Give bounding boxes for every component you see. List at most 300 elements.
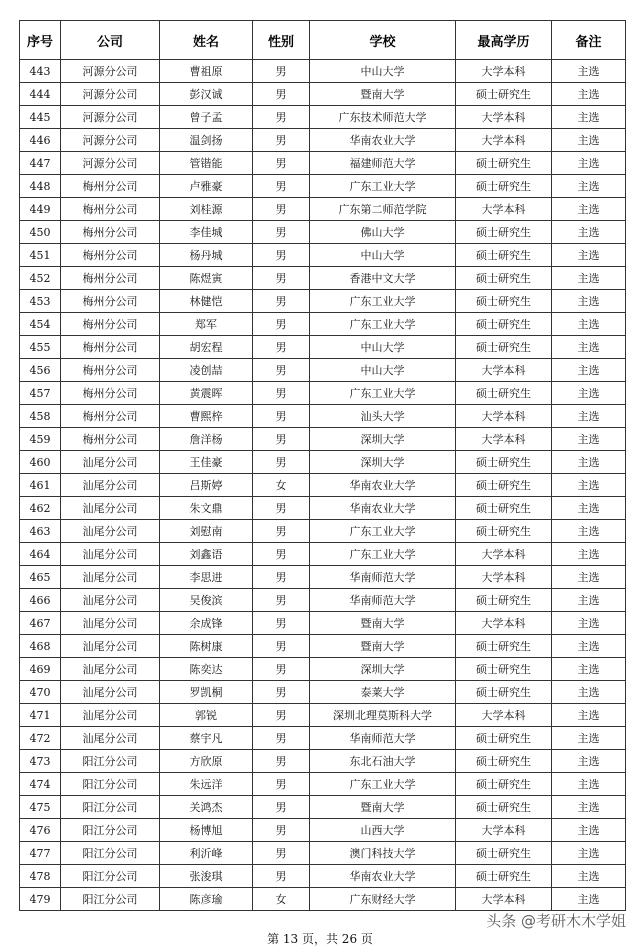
- degree-cell: 大学本科: [456, 129, 552, 152]
- name-cell: 方欣原: [160, 750, 253, 773]
- degree-cell: 硕士研究生: [456, 244, 552, 267]
- company-cell: 阳江分公司: [61, 842, 160, 865]
- gender-cell: 男: [253, 60, 310, 83]
- gender-cell: 男: [253, 589, 310, 612]
- company-cell: 汕尾分公司: [61, 566, 160, 589]
- note-cell: 主选: [552, 635, 626, 658]
- column-header-degree: 最高学历: [456, 21, 552, 60]
- degree-cell: 硕士研究生: [456, 635, 552, 658]
- note-cell: 主选: [552, 612, 626, 635]
- school-cell: 华南农业大学: [310, 865, 456, 888]
- table-row: [20, 681, 626, 704]
- name-cell: 朱文鼎: [160, 497, 253, 520]
- school-cell: 华南师范大学: [310, 727, 456, 750]
- note-cell: 主选: [552, 359, 626, 382]
- index-cell: 469: [20, 658, 61, 681]
- index-cell: 446: [20, 129, 61, 152]
- table-body: [20, 60, 626, 911]
- name-cell: 郭锐: [160, 704, 253, 727]
- candidate-table: [19, 20, 626, 911]
- degree-cell: 硕士研究生: [456, 796, 552, 819]
- note-cell: 主选: [552, 727, 626, 750]
- table-row: [20, 612, 626, 635]
- gender-cell: 男: [253, 244, 310, 267]
- company-cell: 汕尾分公司: [61, 497, 160, 520]
- company-cell: 梅州分公司: [61, 336, 160, 359]
- degree-cell: 大学本科: [456, 359, 552, 382]
- name-cell: 罗凯桐: [160, 681, 253, 704]
- school-cell: 广东工业大学: [310, 313, 456, 336]
- table-row: [20, 474, 626, 497]
- degree-cell: 大学本科: [456, 612, 552, 635]
- gender-cell: 男: [253, 658, 310, 681]
- column-header-company: 公司: [61, 21, 160, 60]
- name-cell: 郑军: [160, 313, 253, 336]
- index-cell: 467: [20, 612, 61, 635]
- table-row: [20, 175, 626, 198]
- index-cell: 462: [20, 497, 61, 520]
- degree-cell: 大学本科: [456, 60, 552, 83]
- company-cell: 汕尾分公司: [61, 520, 160, 543]
- index-cell: 461: [20, 474, 61, 497]
- degree-cell: 硕士研究生: [456, 681, 552, 704]
- index-cell: 444: [20, 83, 61, 106]
- gender-cell: 男: [253, 267, 310, 290]
- school-cell: 华南师范大学: [310, 589, 456, 612]
- header-row: [20, 21, 626, 60]
- table-row: [20, 658, 626, 681]
- table-row: [20, 129, 626, 152]
- index-cell: 475: [20, 796, 61, 819]
- column-header-note: 备注: [552, 21, 626, 60]
- name-cell: 彭汉诚: [160, 83, 253, 106]
- degree-cell: 硕士研究生: [456, 658, 552, 681]
- table-row: [20, 796, 626, 819]
- note-cell: 主选: [552, 290, 626, 313]
- name-cell: 刘慰南: [160, 520, 253, 543]
- gender-cell: 男: [253, 428, 310, 451]
- name-cell: 朱远洋: [160, 773, 253, 796]
- company-cell: 梅州分公司: [61, 244, 160, 267]
- watermark: 头条 @考研木木学姐: [486, 912, 626, 930]
- company-cell: 梅州分公司: [61, 221, 160, 244]
- school-cell: 深圳北理莫斯科大学: [310, 704, 456, 727]
- school-cell: 中山大学: [310, 336, 456, 359]
- company-cell: 阳江分公司: [61, 819, 160, 842]
- index-cell: 460: [20, 451, 61, 474]
- name-cell: 王佳豪: [160, 451, 253, 474]
- note-cell: 主选: [552, 842, 626, 865]
- school-cell: 中山大学: [310, 60, 456, 83]
- index-cell: 464: [20, 543, 61, 566]
- company-cell: 阳江分公司: [61, 750, 160, 773]
- gender-cell: 男: [253, 520, 310, 543]
- table-row: [20, 520, 626, 543]
- school-cell: 东北石油大学: [310, 750, 456, 773]
- name-cell: 凌创喆: [160, 359, 253, 382]
- company-cell: 汕尾分公司: [61, 727, 160, 750]
- degree-cell: 硕士研究生: [456, 451, 552, 474]
- school-cell: 广东工业大学: [310, 175, 456, 198]
- index-cell: 478: [20, 865, 61, 888]
- school-cell: 广东工业大学: [310, 382, 456, 405]
- index-cell: 450: [20, 221, 61, 244]
- name-cell: 李佳城: [160, 221, 253, 244]
- table-row: [20, 83, 626, 106]
- gender-cell: 男: [253, 359, 310, 382]
- index-cell: 451: [20, 244, 61, 267]
- note-cell: 主选: [552, 773, 626, 796]
- gender-cell: 女: [253, 474, 310, 497]
- index-cell: 443: [20, 60, 61, 83]
- degree-cell: 硕士研究生: [456, 865, 552, 888]
- degree-cell: 硕士研究生: [456, 336, 552, 359]
- gender-cell: 男: [253, 175, 310, 198]
- school-cell: 山西大学: [310, 819, 456, 842]
- note-cell: 主选: [552, 474, 626, 497]
- note-cell: 主选: [552, 520, 626, 543]
- index-cell: 474: [20, 773, 61, 796]
- gender-cell: 男: [253, 451, 310, 474]
- note-cell: 主选: [552, 681, 626, 704]
- note-cell: 主选: [552, 336, 626, 359]
- index-cell: 470: [20, 681, 61, 704]
- note-cell: 主选: [552, 704, 626, 727]
- note-cell: 主选: [552, 796, 626, 819]
- company-cell: 汕尾分公司: [61, 543, 160, 566]
- index-cell: 473: [20, 750, 61, 773]
- gender-cell: 男: [253, 842, 310, 865]
- name-cell: 曹祖原: [160, 60, 253, 83]
- school-cell: 广东财经大学: [310, 888, 456, 911]
- column-header-name: 姓名: [160, 21, 253, 60]
- index-cell: 468: [20, 635, 61, 658]
- degree-cell: 大学本科: [456, 428, 552, 451]
- degree-cell: 大学本科: [456, 888, 552, 911]
- table-row: [20, 750, 626, 773]
- index-cell: 477: [20, 842, 61, 865]
- index-cell: 454: [20, 313, 61, 336]
- index-cell: 452: [20, 267, 61, 290]
- table-row: [20, 244, 626, 267]
- index-cell: 471: [20, 704, 61, 727]
- company-cell: 河源分公司: [61, 60, 160, 83]
- name-cell: 刘鑫语: [160, 543, 253, 566]
- gender-cell: 男: [253, 865, 310, 888]
- gender-cell: 男: [253, 221, 310, 244]
- gender-cell: 男: [253, 152, 310, 175]
- name-cell: 余成锋: [160, 612, 253, 635]
- gender-cell: 男: [253, 819, 310, 842]
- company-cell: 汕尾分公司: [61, 658, 160, 681]
- index-cell: 448: [20, 175, 61, 198]
- degree-cell: 硕士研究生: [456, 773, 552, 796]
- company-cell: 阳江分公司: [61, 888, 160, 911]
- company-cell: 梅州分公司: [61, 313, 160, 336]
- table-row: [20, 313, 626, 336]
- table-row: [20, 336, 626, 359]
- index-cell: 479: [20, 888, 61, 911]
- gender-cell: 男: [253, 566, 310, 589]
- gender-cell: 男: [253, 773, 310, 796]
- school-cell: 华南农业大学: [310, 129, 456, 152]
- degree-cell: 大学本科: [456, 704, 552, 727]
- degree-cell: 大学本科: [456, 819, 552, 842]
- table-row: [20, 428, 626, 451]
- school-cell: 广东工业大学: [310, 543, 456, 566]
- degree-cell: 硕士研究生: [456, 152, 552, 175]
- table-row: [20, 704, 626, 727]
- name-cell: 管锴能: [160, 152, 253, 175]
- index-cell: 465: [20, 566, 61, 589]
- name-cell: 蔡宇凡: [160, 727, 253, 750]
- index-cell: 457: [20, 382, 61, 405]
- index-cell: 463: [20, 520, 61, 543]
- name-cell: 刘桂源: [160, 198, 253, 221]
- table-row: [20, 543, 626, 566]
- name-cell: 张浚琪: [160, 865, 253, 888]
- note-cell: 主选: [552, 750, 626, 773]
- name-cell: 詹洋杨: [160, 428, 253, 451]
- note-cell: 主选: [552, 428, 626, 451]
- note-cell: 主选: [552, 267, 626, 290]
- table-row: [20, 267, 626, 290]
- name-cell: 李思进: [160, 566, 253, 589]
- index-cell: 447: [20, 152, 61, 175]
- table-row: [20, 382, 626, 405]
- gender-cell: 男: [253, 106, 310, 129]
- company-cell: 阳江分公司: [61, 773, 160, 796]
- school-cell: 佛山大学: [310, 221, 456, 244]
- degree-cell: 硕士研究生: [456, 221, 552, 244]
- note-cell: 主选: [552, 152, 626, 175]
- note-cell: 主选: [552, 198, 626, 221]
- note-cell: 主选: [552, 106, 626, 129]
- company-cell: 梅州分公司: [61, 267, 160, 290]
- index-cell: 476: [20, 819, 61, 842]
- company-cell: 河源分公司: [61, 152, 160, 175]
- school-cell: 暨南大学: [310, 635, 456, 658]
- gender-cell: 男: [253, 336, 310, 359]
- name-cell: 吕斯婷: [160, 474, 253, 497]
- school-cell: 广东技术师范大学: [310, 106, 456, 129]
- company-cell: 梅州分公司: [61, 290, 160, 313]
- name-cell: 吴俊滨: [160, 589, 253, 612]
- note-cell: 主选: [552, 83, 626, 106]
- company-cell: 河源分公司: [61, 106, 160, 129]
- table-row: [20, 727, 626, 750]
- name-cell: 关鸿杰: [160, 796, 253, 819]
- school-cell: 汕头大学: [310, 405, 456, 428]
- note-cell: 主选: [552, 405, 626, 428]
- note-cell: 主选: [552, 589, 626, 612]
- school-cell: 暨南大学: [310, 612, 456, 635]
- index-cell: 445: [20, 106, 61, 129]
- table-row: [20, 566, 626, 589]
- name-cell: 杨丹城: [160, 244, 253, 267]
- table-row: [20, 842, 626, 865]
- index-cell: 458: [20, 405, 61, 428]
- degree-cell: 硕士研究生: [456, 290, 552, 313]
- degree-cell: 硕士研究生: [456, 175, 552, 198]
- index-cell: 472: [20, 727, 61, 750]
- gender-cell: 男: [253, 750, 310, 773]
- degree-cell: 硕士研究生: [456, 520, 552, 543]
- name-cell: 林健恺: [160, 290, 253, 313]
- note-cell: 主选: [552, 175, 626, 198]
- company-cell: 梅州分公司: [61, 405, 160, 428]
- index-cell: 453: [20, 290, 61, 313]
- company-cell: 河源分公司: [61, 129, 160, 152]
- name-cell: 温剑扬: [160, 129, 253, 152]
- table-row: [20, 359, 626, 382]
- school-cell: 福建师范大学: [310, 152, 456, 175]
- degree-cell: 大学本科: [456, 106, 552, 129]
- note-cell: 主选: [552, 888, 626, 911]
- note-cell: 主选: [552, 244, 626, 267]
- note-cell: 主选: [552, 60, 626, 83]
- table-row: [20, 405, 626, 428]
- company-cell: 梅州分公司: [61, 428, 160, 451]
- degree-cell: 大学本科: [456, 543, 552, 566]
- gender-cell: 男: [253, 83, 310, 106]
- name-cell: 曾子孟: [160, 106, 253, 129]
- company-cell: 汕尾分公司: [61, 589, 160, 612]
- company-cell: 汕尾分公司: [61, 474, 160, 497]
- school-cell: 中山大学: [310, 244, 456, 267]
- school-cell: 泰莱大学: [310, 681, 456, 704]
- company-cell: 梅州分公司: [61, 359, 160, 382]
- name-cell: 陈奕达: [160, 658, 253, 681]
- company-cell: 阳江分公司: [61, 796, 160, 819]
- table-row: [20, 221, 626, 244]
- table-row: [20, 60, 626, 83]
- company-cell: 梅州分公司: [61, 382, 160, 405]
- degree-cell: 大学本科: [456, 405, 552, 428]
- note-cell: 主选: [552, 451, 626, 474]
- school-cell: 暨南大学: [310, 796, 456, 819]
- gender-cell: 男: [253, 382, 310, 405]
- gender-cell: 女: [253, 888, 310, 911]
- company-cell: 梅州分公司: [61, 175, 160, 198]
- company-cell: 阳江分公司: [61, 865, 160, 888]
- note-cell: 主选: [552, 129, 626, 152]
- school-cell: 广东工业大学: [310, 520, 456, 543]
- name-cell: 杨博旭: [160, 819, 253, 842]
- table-row: [20, 106, 626, 129]
- school-cell: 深圳大学: [310, 428, 456, 451]
- column-header-school: 学校: [310, 21, 456, 60]
- table-row: [20, 773, 626, 796]
- name-cell: 卢雅豪: [160, 175, 253, 198]
- name-cell: 陈煜寅: [160, 267, 253, 290]
- index-cell: 456: [20, 359, 61, 382]
- gender-cell: 男: [253, 796, 310, 819]
- column-header-gender: 性别: [253, 21, 310, 60]
- column-header-index: 序号: [20, 21, 61, 60]
- school-cell: 华南师范大学: [310, 566, 456, 589]
- index-cell: 455: [20, 336, 61, 359]
- degree-cell: 硕士研究生: [456, 589, 552, 612]
- gender-cell: 男: [253, 704, 310, 727]
- degree-cell: 硕士研究生: [456, 842, 552, 865]
- gender-cell: 男: [253, 198, 310, 221]
- table-row: [20, 888, 626, 911]
- note-cell: 主选: [552, 658, 626, 681]
- table-header: [20, 21, 626, 60]
- gender-cell: 男: [253, 129, 310, 152]
- company-cell: 汕尾分公司: [61, 612, 160, 635]
- company-cell: 梅州分公司: [61, 198, 160, 221]
- note-cell: 主选: [552, 543, 626, 566]
- table-row: [20, 819, 626, 842]
- school-cell: 深圳大学: [310, 658, 456, 681]
- note-cell: 主选: [552, 497, 626, 520]
- degree-cell: 硕士研究生: [456, 474, 552, 497]
- index-cell: 449: [20, 198, 61, 221]
- note-cell: 主选: [552, 221, 626, 244]
- table-row: [20, 497, 626, 520]
- note-cell: 主选: [552, 313, 626, 336]
- school-cell: 华南农业大学: [310, 474, 456, 497]
- name-cell: 利沂峰: [160, 842, 253, 865]
- name-cell: 黄震晖: [160, 382, 253, 405]
- degree-cell: 硕士研究生: [456, 313, 552, 336]
- note-cell: 主选: [552, 865, 626, 888]
- degree-cell: 硕士研究生: [456, 267, 552, 290]
- school-cell: 澳门科技大学: [310, 842, 456, 865]
- table-row: [20, 152, 626, 175]
- gender-cell: 男: [253, 727, 310, 750]
- school-cell: 广东工业大学: [310, 290, 456, 313]
- degree-cell: 大学本科: [456, 198, 552, 221]
- note-cell: 主选: [552, 566, 626, 589]
- page-footer: 第 13 页，共 26 页: [267, 932, 373, 946]
- degree-cell: 硕士研究生: [456, 750, 552, 773]
- table-row: [20, 589, 626, 612]
- name-cell: 曹熙梓: [160, 405, 253, 428]
- gender-cell: 男: [253, 405, 310, 428]
- name-cell: 陈树康: [160, 635, 253, 658]
- school-cell: 中山大学: [310, 359, 456, 382]
- degree-cell: 硕士研究生: [456, 727, 552, 750]
- table-row: [20, 198, 626, 221]
- degree-cell: 大学本科: [456, 566, 552, 589]
- gender-cell: 男: [253, 290, 310, 313]
- company-cell: 汕尾分公司: [61, 704, 160, 727]
- degree-cell: 硕士研究生: [456, 83, 552, 106]
- company-cell: 汕尾分公司: [61, 451, 160, 474]
- gender-cell: 男: [253, 543, 310, 566]
- school-cell: 暨南大学: [310, 83, 456, 106]
- company-cell: 汕尾分公司: [61, 635, 160, 658]
- table-row: [20, 635, 626, 658]
- school-cell: 广东工业大学: [310, 773, 456, 796]
- name-cell: 胡宏程: [160, 336, 253, 359]
- school-cell: 深圳大学: [310, 451, 456, 474]
- table-row: [20, 290, 626, 313]
- gender-cell: 男: [253, 635, 310, 658]
- index-cell: 459: [20, 428, 61, 451]
- gender-cell: 男: [253, 497, 310, 520]
- degree-cell: 硕士研究生: [456, 382, 552, 405]
- note-cell: 主选: [552, 382, 626, 405]
- school-cell: 华南农业大学: [310, 497, 456, 520]
- gender-cell: 男: [253, 612, 310, 635]
- note-cell: 主选: [552, 819, 626, 842]
- table-row: [20, 451, 626, 474]
- table-row: [20, 865, 626, 888]
